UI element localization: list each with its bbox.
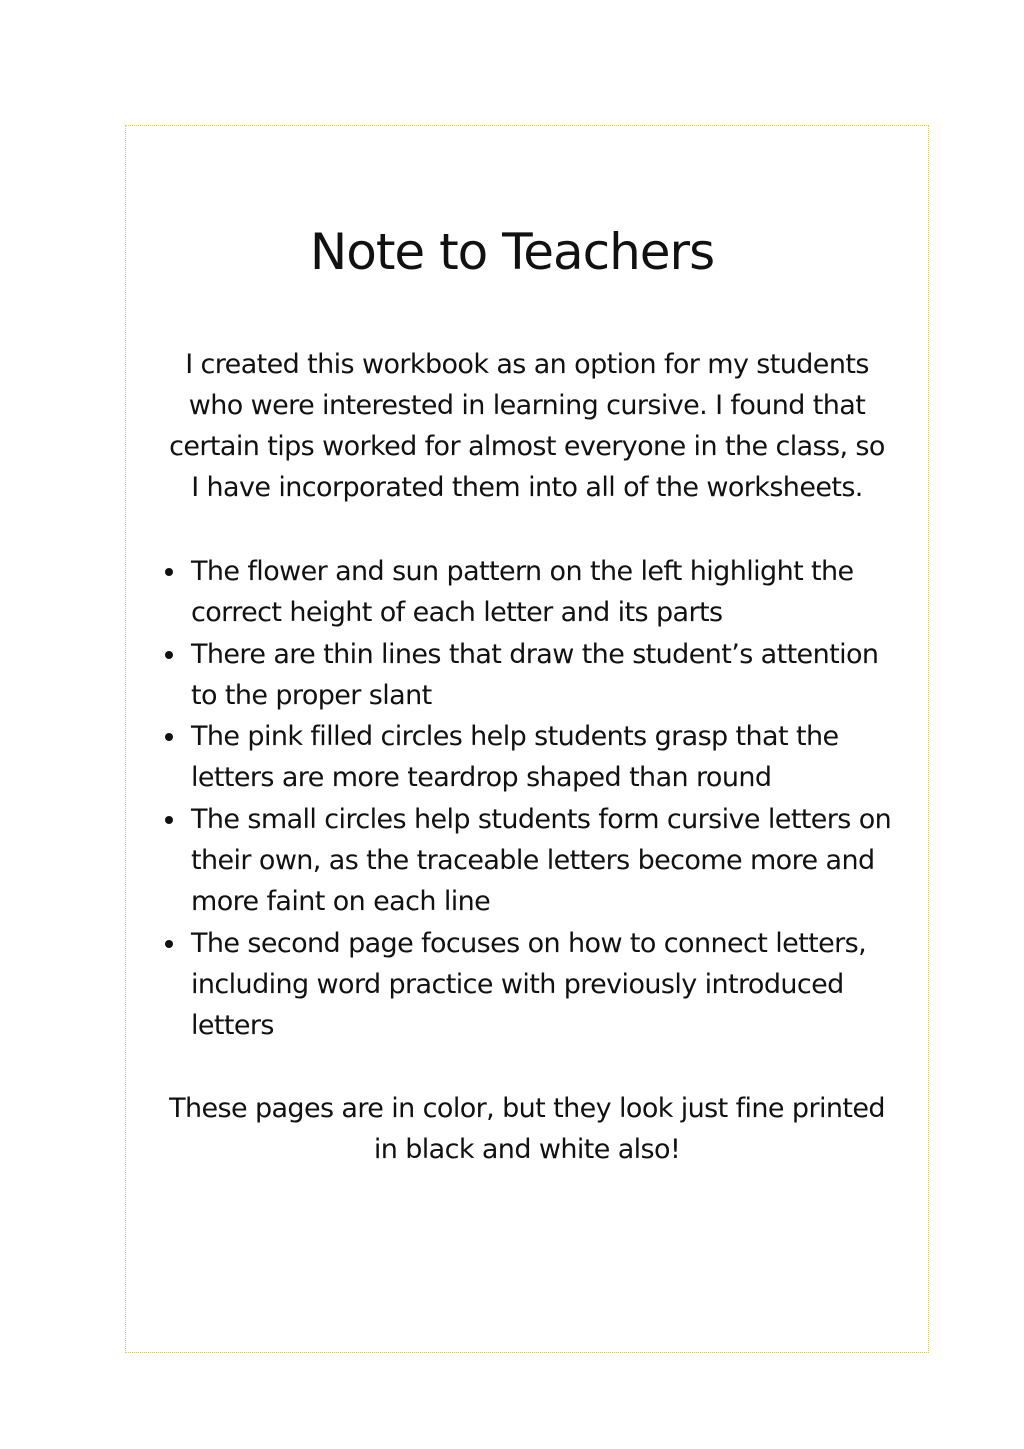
tip-text: There are thin lines that draw the student’s attention to the proper slant (191, 638, 879, 711)
page-title: Note to Teachers (309, 223, 715, 281)
list-item (160, 923, 900, 1047)
tip-text: The pink filled circles help students grasp that the letters are more teardrop shaped than round (191, 721, 839, 794)
closing-paragraph: These pages are in color, but they look just fine printed in black and white also! (169, 1093, 885, 1165)
tip-text: The second page focuses on how to connect letters, including word practice with previously introduced letters (191, 927, 867, 1042)
bullet-icon (165, 568, 173, 576)
list-item (160, 551, 900, 634)
tip-text: The small circles help students form cursive letters on their own, as the traceable letters become more and more faint on each line (191, 803, 892, 918)
tip-text: The flower and sun pattern on the left highlight the correct height of each letter and its parts (191, 556, 854, 629)
intro-paragraph: I created this workbook as an option for my students who were interested in learning cursive. I found that certain tips worked for almost everyone in the class, so I have incorporated them into all of the worksheets. (169, 349, 885, 503)
bullet-icon (165, 733, 173, 741)
bullet-icon (165, 940, 173, 948)
list-item (160, 634, 900, 717)
bullet-icon (165, 651, 173, 659)
list-item (160, 799, 900, 923)
list-item (160, 716, 900, 799)
bullet-icon (165, 816, 173, 824)
tips-list (160, 551, 900, 1047)
